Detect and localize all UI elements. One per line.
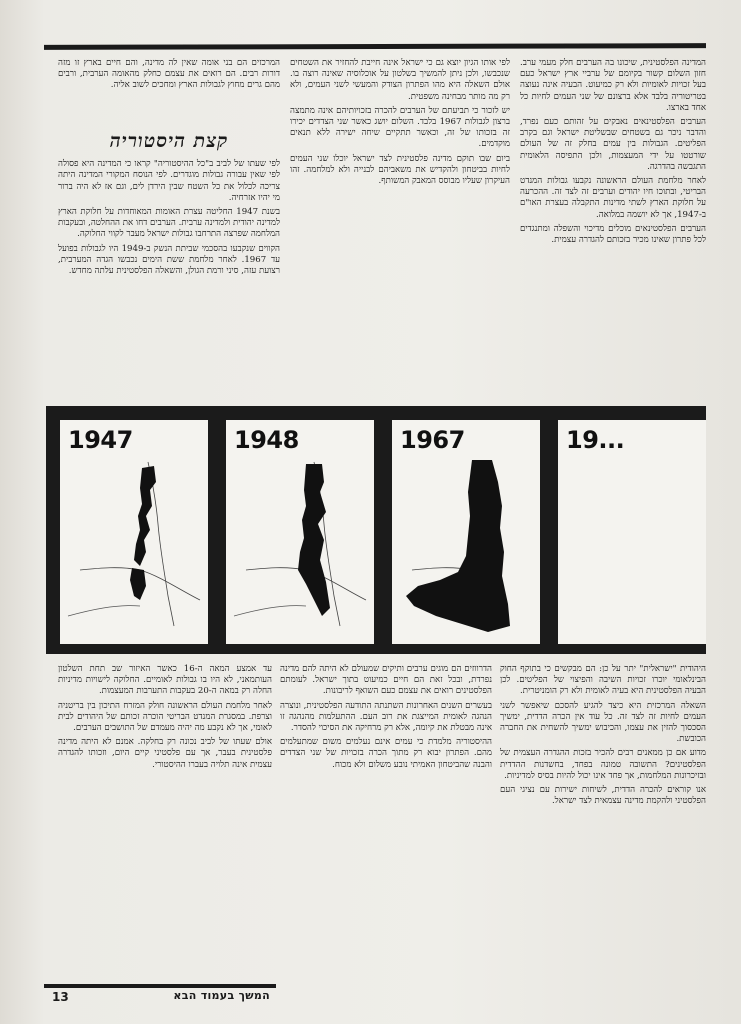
paragraph: היהודית "ישראלית" יתר על כן: הם מבקשים כי בתוקף החוק הבינלאומי יוכרו זכויות השיבה והפיצוי של הפליטים. לכן הבעיה הפלסטינית היא בעיה לאומית ולא רק הומניטרית. [500, 664, 706, 697]
top-column-left [58, 58, 280, 374]
paragraph: בעשרים השנים האחרונות השתנתה התודעה הפלסטינית, ונוצרה הנהגה לאומית המייצגת את רוב העם. ההתעלמות מהנהגה זו אינה מבטלת את קיומה, אלא רק מרחיקה את הסיכוי להסדר. [280, 700, 492, 734]
paragraph: ביום שבו תוקם מדינה פלסטינית לצד ישראל יוכלו שני העמים לחיות בביטחון ולהקדיש את משאביהם לבנייה ולא למלחמה. זהו העיקרון שעליו מבוסס המאבק המשותף. [290, 153, 510, 187]
paragraph: הקווים שנקבעו בהסכמי שביתת הנשק ב-1949 היו לגבולות בפועל עד 1967. לאחר מלחמת ששת הימים נכבשו הגדה המערבית, רצועת עזה, סיני ורמת הגולן, והשאלה הפלסטינית עלתה מחדש. [58, 243, 280, 277]
paragraph: ההיסטוריה מלמדת כי עמים אינם נעלמים משום שמתעלמים מהם. הפתרון יבוא רק מתוך הכרה בזכויות של שני הצדדים והבנה שהביטחון האמיתי נובע משלום ולא מכוח. [280, 737, 492, 770]
paragraph: מדוע אם כן ממאנים רבים להכיר בזכות ההגדרה העצמית של הפלסטינים? התשובה טמונה בפחד, בחשדנות ההדדית ובזיכרונות המלחמות, אך פחד אינו יכול להיות בסיס למדיניות. [500, 748, 706, 781]
map-year-label: 19... [566, 426, 625, 454]
map-panel-future [558, 420, 706, 644]
map-year-label: 1947 [68, 426, 133, 454]
paragraph: הערבים הפלסטינאים מוכלים מדיכוי והשפלה ומתנגדים לכל פתרון שאינו מכיר בזכותם להגדרה עצמית. [520, 223, 706, 246]
paragraph: יש לזכור כי תביעתם של הערבים להכרה בזכויותיהם אינה מתמצה ברצון לגבולות 1967 בלבד. השלום יושג כאשר שני הצדדים יכירו זה בזכותו של זה, וכאשר תתקיים שיחה ישירה ללא תנאים מוקדמים. [290, 105, 510, 150]
paragraph: השאלה המרכזית היא כיצד להגיע להסכם שיאפשר לשני העמים לחיות זה לצד זה. כל עוד אין הכרה הדדית, ימשיך הסכסוך להזין את עצמו, והכיבוש ימשיך להשחית את החברה הכובשת. [500, 700, 706, 745]
paragraph: הדרווזים הם מוגים ערבים ותיקים שמעולם לא היתה להם מדינה נפרדת, ובכל זאת הם חיים כמיעוט בתוך ישראל. לעומתם הפלסטינים רואים את עצמם כעם השואף לריבונות. [280, 664, 492, 697]
paragraph: הערבים הפלסטינאים נאבקים על זהותם כעם נפרד, והדבר ניכר גם בשטחים שבשליטת ישראל וגם בקרב הפליטים. הגבולות בין עמים בחלק זה של העולם שורטטו על ידי המעצמות, ולכן התפיסה הלאומית התגבשה בהדרגה. [520, 117, 706, 172]
map-year-label: 1948 [234, 426, 299, 454]
paragraph: לאחר מלחמת העולם הראשונה נקבעו גבולות המנדט הבריטי, ובתוכו חיו יהודים וערבים זה לצד זה. ההכרעה על חלוקת הארץ לשתי מדינות התקבלה בעצרת האו"ם ב-1947, אך לא יושמה במלואה. [520, 176, 706, 220]
top-column-middle [290, 58, 510, 374]
paragraph: בשנת 1947 החליטה עצרת האומות המאוחדות על חלוקת הארץ למדינה יהודית ולמדינה ערבית. הערבים דחו את ההחלטה, ובעקבות המלחמה שפרצה התרחבו גבולות ישראל מעבר לקווי החלוקה. [58, 207, 280, 240]
bottom-column-left [58, 664, 272, 976]
top-rule [44, 43, 706, 50]
paragraph: עד אמצע המאה ה-16 כאשר האיזור שב תחת השלטון העותמאני, לא היו בו גבולות לאומיים. החלוקה לישויות מדיניות החלה רק במאה ה-20 בעקבות התערבות המעצמות. [58, 664, 272, 697]
paragraph: המרכזים הם בני אומה שאין לה מדינה, והם חיים בארץ זו מזה דורות רבים. הם רואים את עצמם כחלק מהאומה הערבית, ורבים מהם גרים מחוץ לגבולות הארץ ומחכים לשוב אליה. [58, 58, 280, 91]
bottom-column-right [500, 664, 706, 990]
page-number: 13 [52, 990, 69, 1004]
paragraph: לפי אותו הגיון יוצא גם כי ישראל אינה חייבת להחזיר את השטחים שנכבשו, ולכן ניתן להמשיך בשלטון על אוכלוסיה שאינה רוצה בו. אולם השאלה היא מהו הפתרון הצודק והמעשי לשני העמים, ולא רק מה מותר מבחינה משפטית. [290, 58, 510, 102]
intro-block [58, 58, 280, 128]
map-panel-1967 [392, 420, 540, 644]
paragraph: אנו קוראים להכרה הדדית, לשיחות ישירות עם נציגי העם הפלסטיני ולהקמת מדינה עצמאית לצד ישראל. [500, 785, 706, 807]
paragraph: אולם שעתו של לביב נכונה רק בחלקה. אמנם לא היתה מדינה פלסטינית בעבר, אך עם פלסטיני קיים היום, וזכותו להגדרה עצמית אינה תלויה בעברו ההיסטורי. [58, 737, 272, 770]
continue-notice: המשך בעמוד הבא [173, 989, 270, 1002]
bottom-column-middle [280, 664, 492, 990]
map-panel-1948 [226, 420, 374, 644]
paragraph: לפי שעתו של לביב ב"כל ההיסטוריה" קראו כי המדינה היא פסולה לפי שאין עבורה גבולות מוגדרים. לפי הנוסח המקורי המדינה היתה צריכה לכלול את כל השטח שבין הירדן לים, וגם אז לא היה ברור מי יהיו אזרחיה. [58, 159, 280, 203]
maps-band [46, 406, 706, 654]
section-heading: קצת היסטוריה [109, 130, 229, 152]
top-column-right [520, 58, 706, 374]
map-panel-1947 [60, 420, 208, 644]
map-year-label: 1967 [400, 426, 465, 454]
paragraph: המדינה הפלסטינית, שיכונו בה הערבים חלק מעמי ערב. חזון השלום קשור בקיומם של ערביי ארץ ישראל כעם בעל זכויות לאומיות ולא רק כמיעוט. הבעיה אינה נעוצה בטריטוריה בלבד אלא ברצונם של שני העמים לחיות כל אחד בארצו. [520, 58, 706, 113]
paragraph: לאחר מלחמת העולם הראשונה חולק המזרח התיכון בין בריטניה וצרפת. במסגרת המנדט הבריטי הוכרה זכותם של היהודים לבית לאומי, אך לא נקבע מה יהיה מעמדם של התושבים הערבים. [58, 700, 272, 734]
